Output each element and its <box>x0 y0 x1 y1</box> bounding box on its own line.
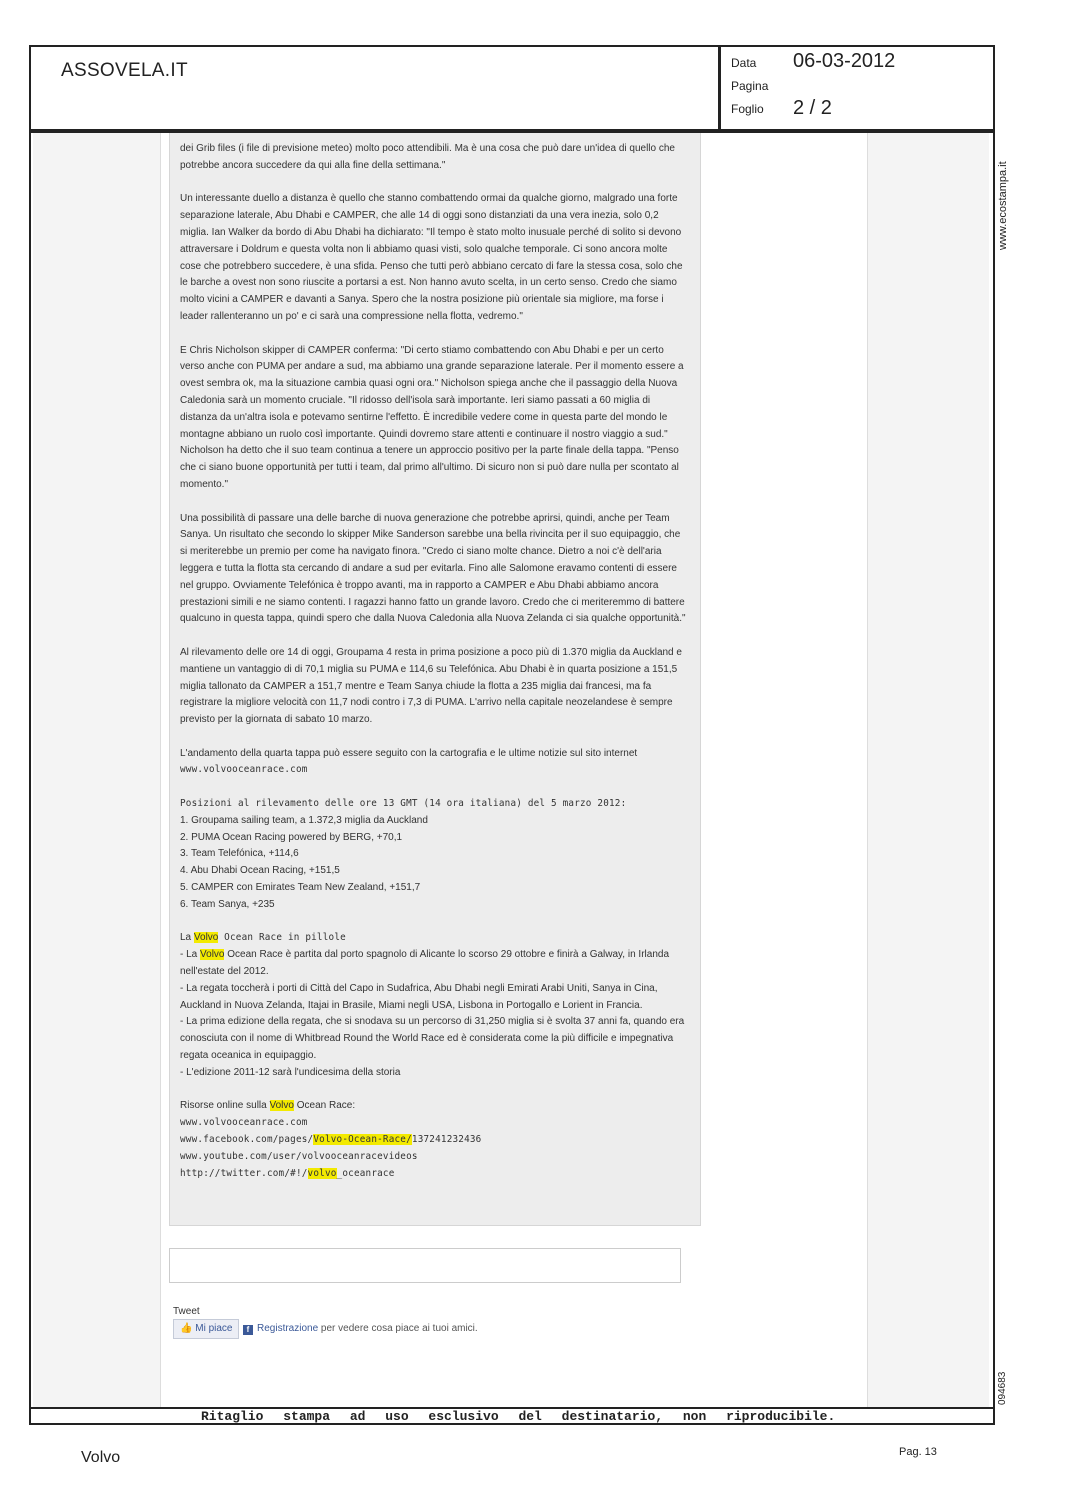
paragraph: Una possibilità di passare una delle barche di nuova generazione che potrebbe aprirsi, quindi, anche per Team Sanya. Un risultato che secondo lo skipper Mike Sanderson sarebbe una bella rivincita per il suo equipaggio, che si meriterebbe un premio per come ha navigato finora. "Credo ci siano molte chance. Dietro a noi c'è dell'aria leggera e tutta la flotta sta cercando di andare a sud per evitarla. Fino alle Salomone eravamo contenti di essere nel gruppo. Ovviamente Telefónica è troppo avanti, ma in rapporto a CAMPER e Abu Dhabi abbiamo ancora prestazioni simili e ne siamo contenti. I ragazzi hanno fatto un grande lavoro. Credo che ci meriteremmo di battere qualcuno in questa tappa, quindi spero che dalla Nuova Caledonia alla Nuova Zelanda ci sia qualche opportunità." <box>180 512 686 625</box>
source-name: ASSOVELA.IT <box>61 60 188 81</box>
position-item: 3. Team Telefónica, +114,6 <box>180 848 299 860</box>
bullet-pre: - La <box>180 949 201 961</box>
position-item: 1. Groupama sailing team, a 1.372,3 miglia da Auckland <box>180 814 428 826</box>
link-part: 137241232436 <box>411 1134 482 1146</box>
position-item: 2. PUMA Ocean Racing powered by BERG, +70,1 <box>180 831 403 843</box>
date-value: 06-03-2012 <box>793 50 896 72</box>
pillole-block <box>180 930 690 1081</box>
article-body <box>169 133 701 1226</box>
footer-notice-bar <box>31 1407 993 1425</box>
side-website <box>995 145 1015 255</box>
comment-box[interactable] <box>169 1248 681 1283</box>
paragraph <box>180 746 690 780</box>
thumbs-up-icon: 👍 <box>180 1323 193 1334</box>
link-highlight: volvo <box>307 1167 337 1179</box>
bullet-text: Ocean Race è partita dal porto spagnolo di Alicante lo scorso 29 ottobre e finirà a Galway, in Irlanda nell'estate del 2012. <box>180 949 670 978</box>
content-column <box>160 133 868 1407</box>
register-link[interactable]: Registrazione <box>257 1323 319 1334</box>
bullet-text: - L'edizione 2011-12 sarà l'undicesima della storia <box>180 1066 401 1078</box>
sheet-value: 2 / 2 <box>793 97 832 119</box>
bullet-text: - La prima edizione della regata, che si snodava su un percorso di 31,250 miglia si è svolta 37 anni fa, quando era conosciuta con il nome di Whitbread Round the World Race ed è considerata come la più difficile e impegnativa regata oceanica in equipaggio. <box>180 1016 685 1062</box>
website-link[interactable]: www.volvooceanrace.com <box>180 764 308 776</box>
pillole-title-pre: La <box>180 932 194 944</box>
paragraph-text: L'andamento della quarta tappa può essere seguito con la cartografia e le ultime notizie sul sito internet <box>180 747 638 759</box>
sheet-label: Foglio <box>731 102 764 116</box>
resources-title-post: Ocean Race: <box>293 1100 356 1112</box>
resources-block <box>180 1098 690 1182</box>
date-label: Data <box>731 56 757 70</box>
resource-link[interactable] <box>180 1134 481 1145</box>
link-part: www.facebook.com/pages/ <box>180 1134 314 1146</box>
pillole-title-post: Ocean Race in pillole <box>218 932 346 944</box>
highlight-volvo: Volvo <box>200 949 225 961</box>
paragraph: Un interessante duello a distanza è quello che stanno combattendo ormai da qualche giorno, malgrado una forte separazione laterale, Abu Dhabi e CAMPER, che alle 14 di oggi sono distanziati da una vera inezia, solo 0,2 miglia. Ian Walker da bordo di Abu Dhabi ha dichiarato: "Il tempo è stato molto inusuale perché di solito si devono attraversare i Doldrum e questa volta non li abbiamo quasi visti, solo qualche temporale. Ci sono ancora molte cose che potrebbero succedere, è una sfida. Penso che tutti però abbiano cercato di fare la stessa cosa, solo che le barche a ovest non sono riuscite a portarsi a est. Non hanno avuto scelta, in un certo senso. Credo che siamo molto vicini a CAMPER e davanti a Sanya. Spero che la nostra posizione più orientale sia migliore, ma forse i leader rallenteranno un po' e ci sarà una compressione nella flotta, vedremo." <box>180 193 683 322</box>
clipping-header <box>29 45 993 129</box>
resources-title-pre: Risorse online sulla <box>180 1100 270 1112</box>
link-highlight: Volvo-Ocean-Race/ <box>313 1134 412 1146</box>
paragraph: E Chris Nicholson skipper di CAMPER conferma: "Di certo stiamo combattendo con Abu Dhabi e per un certo verso anche con PUMA per andare a sud, ma abbiamo una grande separazione laterale. Per il momento essere a ovest sembra ok, ma la situazione cambia quasi ogni ora." Nicholson spiega anche che il passaggio della Nuova Caledonia sarà un momento cruciale. "Il ridosso dell'isola sarà importante. Ieri siamo passati a 60 miglia di distanza da un'altra isola e potevamo sentirne l'effetto. È incredibile vedere come in questa parte del mondo le montagne abbiano un ruolo così importante. Quindi dovremo stare attenti e continuare il nostro viaggio a sud." Nicholson ha detto che il suo team continua a tenere un approccio positivo per la parte finale della tappa. "Penso che ci siano buone opportunità per tutti i team, dal primo all'ultimo. Di sicuro non si può dare nulla per scontato al momento." <box>180 344 684 490</box>
paragraph: Al rilevamento delle ore 14 di oggi, Groupama 4 resta in prima posizione a poco più di 1.370 miglia da Auckland e mantiene un vantaggio di di 70,1 miglia su PUMA e 114,6 su Telefónica. Abu Dhabi è in quarta posizione a 151,5 miglia tallonato da CAMPER a 151,7 mentre e Team Sanya chiude la flotta a 235 miglia dai francesi, ma fa registrare la migliore velocità con 11,7 nodi contro i 7,3 di PUMA. L'arrivo nella capitale neozelandese è sempre previsto per la giornata di sabato 10 marzo. <box>180 646 682 726</box>
brand-keyword: Volvo <box>81 1449 121 1466</box>
resource-link[interactable]: www.youtube.com/user/volvooceanracevideos <box>180 1150 418 1162</box>
position-item: 4. Abu Dhabi Ocean Racing, +151,5 <box>180 865 340 877</box>
link-part: _oceanrace <box>336 1167 395 1179</box>
positions-block <box>180 796 690 914</box>
facebook-icon: f <box>243 1325 253 1335</box>
source-box <box>29 45 720 131</box>
tweet-button[interactable]: Tweet <box>173 1306 200 1317</box>
highlight-volvo: Volvo <box>269 1100 294 1112</box>
positions-title: Posizioni al rilevamento delle ore 13 GMT (14 ora italiana) del 5 marzo 2012: <box>180 798 627 810</box>
web-page-background <box>33 133 989 1407</box>
footer-notice: Ritaglio stampa ad uso esclusivo del destinatario, non riproducibile. <box>201 1409 836 1424</box>
page-label: Pagina <box>731 79 769 93</box>
link-part: http://twitter.com/#!/ <box>180 1167 308 1179</box>
position-item: 5. CAMPER con Emirates Team New Zealand, +151,7 <box>180 882 421 894</box>
clipping-frame <box>29 131 995 1425</box>
page-number: Pag. 13 <box>899 1446 937 1458</box>
side-website-text: www.ecostampa.it <box>997 161 1009 250</box>
bullet-text: - La regata toccherà i porti di Città del Capo in Sudafrica, Abu Dhabi negli Emirati Arabi Uniti, Sanya in Cina, Auckland in Nuova Zelanda, Itajai in Brasile, Miami negli USA, Lisbona in Portogallo e Lorient in Francia. <box>180 982 658 1011</box>
meta-box <box>719 45 995 131</box>
side-code <box>995 1365 1015 1410</box>
facebook-prompt <box>243 1323 478 1335</box>
position-item: 6. Team Sanya, +235 <box>180 898 275 910</box>
resource-link[interactable] <box>180 1168 395 1179</box>
like-label: Mi piace <box>195 1323 233 1334</box>
like-button[interactable] <box>173 1319 239 1339</box>
side-code-text: 094683 <box>997 1371 1008 1405</box>
highlight-volvo: Volvo <box>193 932 219 944</box>
paragraph: dei Grib files (i file di previsione meteo) molto poco attendibili. Ma è una cosa che può dare un'idea di quello che potrebbe ancora succedere da qui alla fine della settimana." <box>180 143 675 171</box>
register-text: per vedere cosa piace ai tuoi amici. <box>318 1323 478 1334</box>
resource-link[interactable]: www.volvooceanrace.com <box>180 1117 308 1129</box>
